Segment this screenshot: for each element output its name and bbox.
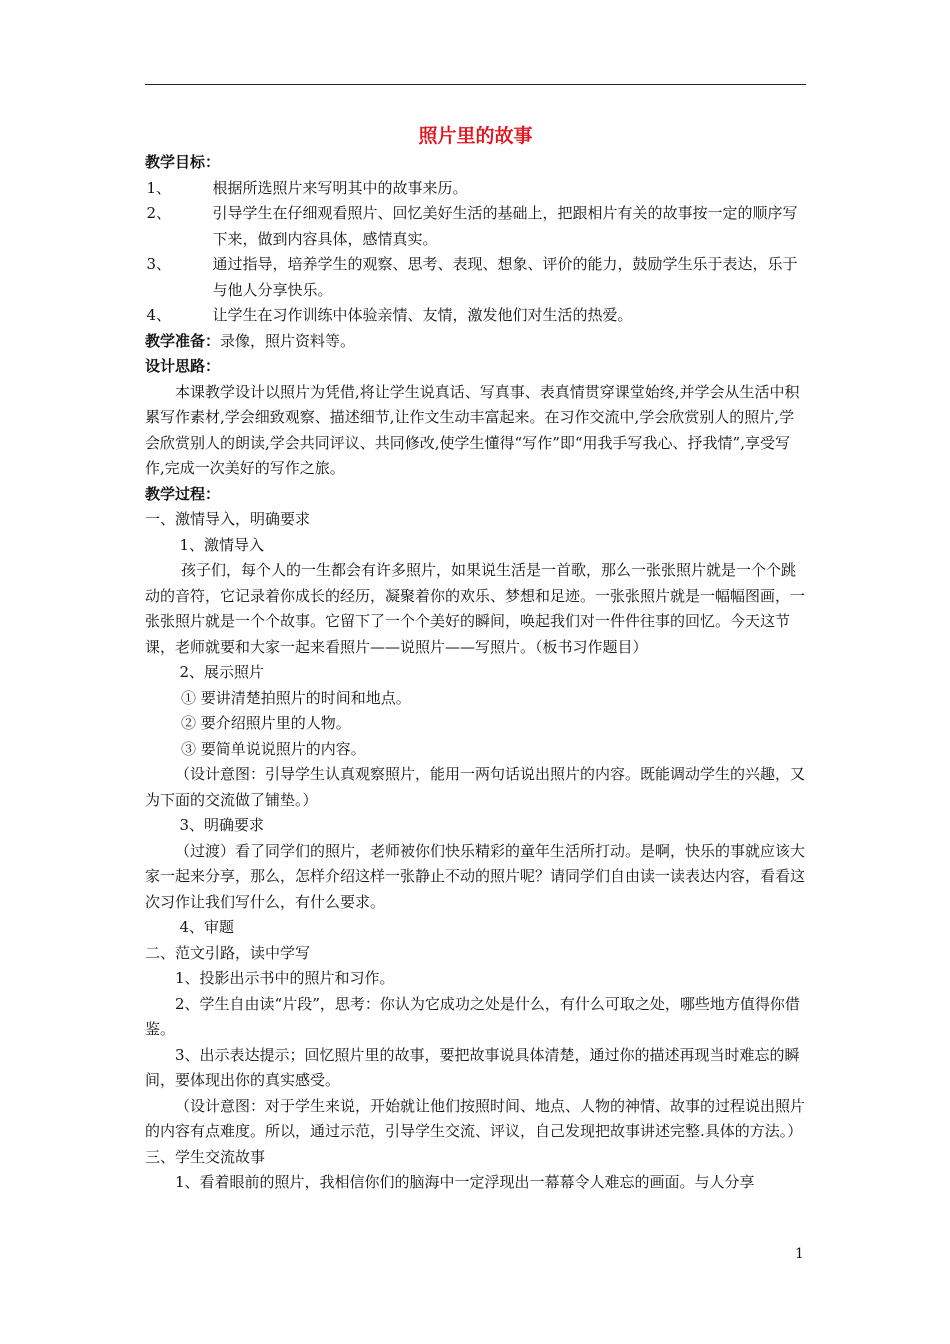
section-1-3-title: 3、明确要求	[179, 816, 265, 834]
photo-requirement-item: ③ 要简单说说照片的内容。	[181, 739, 366, 758]
design-paragraph: 本课教学设计以照片为凭借,将让学生说真话、写真事、表真情贯穿课堂始终,并学会从生活中积累写作素材,学会细致观察、描述细节,让作文生动丰富起来。在习作交流中,学会欣赏别人的照片,学会欣赏别人的朗读,学会共同评议、共同修改,使学生懂得“写作”即“用我手写我心、抒我情”,享受写作,完成一次美好的写作之旅。	[145, 382, 800, 477]
photo-requirement-item: ① 要讲清楚拍照片的时间和地点。	[181, 688, 411, 707]
goal-item: 4、 让学生在习作训练中体验亲情、友情，激发他们对生活的热爱。	[146, 306, 633, 324]
goal-item: 1、 根据所选照片来写明其中的故事来历。	[146, 178, 468, 197]
section-2-2: 2、学生自由读“片段”，思考：你认为它成功之处是什么，有什么可取之处，哪些地方值得你借鉴。	[145, 994, 800, 1038]
design-heading: 设计思路：	[145, 357, 221, 375]
section-1-2-title: 2、展示照片	[179, 663, 265, 681]
section-1-2-design-note: （设计意图：引导学生认真观察照片，能用一两句话说出照片的内容。既能调动学生的兴趣，又为下面的交流做了铺垫。）	[145, 765, 806, 809]
goal-item: 2、 引导学生在仔细观看照片、回忆美好生活的基础上，把跟相片有关的故事按一定的顺序写下来，做到内容具体，感情真实。	[146, 204, 798, 248]
section-2-1: 1、投影出示书中的照片和习作。	[175, 969, 395, 987]
section-3-title: 三、学生交流故事	[145, 1147, 266, 1166]
goals-heading: 教学目标：	[145, 153, 221, 171]
goal-item: 3、 通过指导，培养学生的观察、思考、表现、想象、评价的能力，鼓励学生乐于表达，乐于与他人分享快乐。	[146, 255, 798, 299]
document-title: 照片里的故事	[418, 125, 533, 147]
section-1-4-title: 4、审题	[179, 918, 235, 936]
prep-line	[145, 329, 806, 355]
process-heading: 教学过程：	[145, 484, 221, 503]
section-1-1-title: 1、激情导入	[179, 535, 265, 554]
prep-text: 录像，照片资料等。	[220, 331, 356, 350]
section-2-title: 二、范文引路，读中学写	[145, 943, 311, 962]
section-3-1: 1、看着眼前的照片，我相信你们的脑海中一定浮现出一幕幕令人难忘的画面。与人分享	[175, 1173, 755, 1191]
prep-heading: 教学准备：	[145, 331, 221, 350]
photo-requirement-item: ② 要介绍照片里的人物。	[181, 714, 351, 732]
section-1-3-paragraph: （过渡）看了同学们的照片，老师被你们快乐精彩的童年生活所打动。是啊，快乐的事就应该大家一起来分享，那么，怎样介绍这样一张静止不动的照片呢？请同学们自由读一读表达内容，看看这次习作让我们写什么，有什么要求。	[145, 841, 806, 911]
section-1-1-paragraph: 孩子们，每个人的一生都会有许多照片，如果说生活是一首歌，那么一张张照片就是一个个跳动的音符，它记录着你成长的经历，凝聚着你的欢乐、梦想和足迹。一张张照片就是一幅幅图画，一张张照片就是一个个故事。它留下了一个个美好的瞬间，唤起我们对一件件往事的回忆。今天这节课，老师就要和大家一起来看照片——说照片——写照片。（板书习作题目）	[145, 561, 806, 656]
section-2-design-note: （设计意图：对于学生来说，开始就让他们按照时间、地点、人物的神情、故事的过程说出照片的内容有点难度。所以，通过示范，引导学生交流、评议，自己发现把故事讲述完整.具体的方法。）	[145, 1096, 806, 1140]
document-body	[145, 150, 806, 1196]
page-number: 1	[795, 1246, 804, 1262]
header-rule	[145, 84, 806, 85]
section-1-title: 一、激情导入，明确要求	[145, 510, 311, 528]
section-2-3: 3、出示表达提示；回忆照片里的故事，要把故事说具体清楚，通过你的描述再现当时难忘的瞬间，要体现出你的真实感受。	[145, 1045, 800, 1089]
